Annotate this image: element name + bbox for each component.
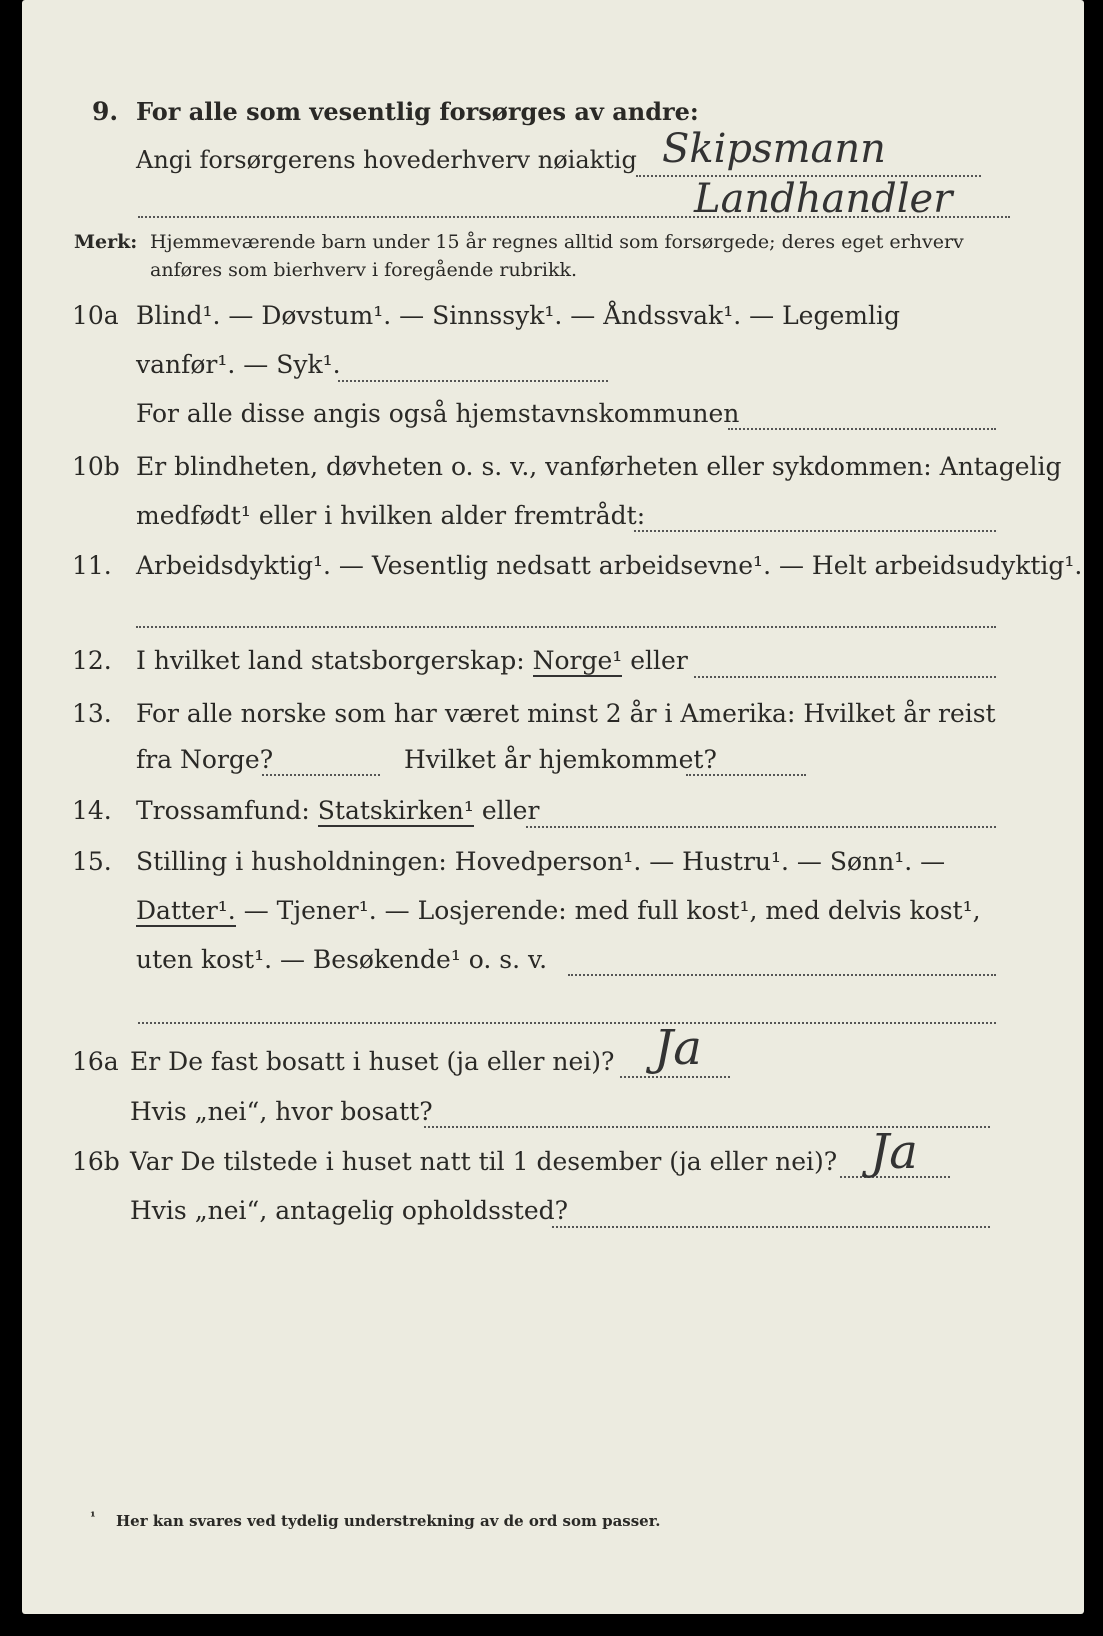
merk-label: Merk:	[74, 231, 138, 253]
q12-suffix: eller	[630, 646, 688, 675]
q10b-answer-line	[634, 530, 996, 532]
q14-line	[136, 796, 539, 825]
q13-hjemkommet-answer-line	[686, 774, 806, 776]
q11-number: 11.	[72, 551, 112, 580]
q10b-line1: Er blindheten, døvheten o. s. v., vanførheten eller sykdommen: Antagelig	[136, 452, 1062, 481]
q15-underlined-datter: Datter¹.	[136, 896, 236, 925]
q10a-syk-answer-line	[338, 380, 608, 382]
q15-line1: Stilling i husholdningen: Hovedperson¹. — Hustru¹. — Sønn¹. —	[136, 847, 946, 876]
q16a-answer-line	[620, 1076, 730, 1078]
footnote-mark: ¹	[90, 1510, 96, 1525]
q15-line3: uten kost¹. — Besøkende¹ o. s. v.	[136, 945, 548, 974]
q14-answer-line	[526, 826, 996, 828]
q16a-line2: Hvis „nei“, hvor bosatt?	[130, 1097, 433, 1126]
q12-answer-line	[694, 676, 996, 678]
q13-number: 13.	[72, 699, 112, 728]
q9-handwritten-answer2: Landhandler	[694, 176, 953, 222]
q15-line2	[136, 896, 981, 925]
q16b-handwritten-answer: Ja	[870, 1124, 918, 1180]
q13-line1: For alle norske som har været minst 2 år i Amerika: Hvilket år reist	[136, 699, 996, 728]
q10a-line3: For alle disse angis også hjemstavnskommunen	[136, 399, 740, 428]
q9-line2: Angi forsørgerens hovederhverv nøiaktig	[136, 146, 637, 174]
q16b-line2: Hvis „nei“, antagelig opholdssted?	[130, 1196, 569, 1225]
merk-line1: Hjemmeværende barn under 15 år regnes alltid som forsørgede; deres eget erhverv	[150, 231, 964, 253]
q14-prefix: Trossamfund:	[136, 796, 310, 825]
q14-suffix: eller	[481, 796, 540, 825]
q13-line2a: fra Norge?	[136, 745, 274, 774]
q14-underlined-statskirken: Statskirken¹	[317, 796, 474, 825]
q14-number: 14.	[72, 796, 112, 825]
census-form-page	[22, 0, 1084, 1614]
q10b-line2: medfødt¹ eller i hvilken alder fremtrådt:	[136, 501, 646, 530]
q15-answer-line2	[138, 1022, 996, 1024]
q9-handwritten-answer1: Skipsmann	[662, 126, 886, 172]
footnote-text: Her kan svares ved tydelig understrekning av de ord som passer.	[116, 1512, 661, 1530]
q11-line1: Arbeidsdyktig¹. — Vesentlig nedsatt arbeidsevne¹. — Helt arbeidsudyktig¹.	[136, 551, 1083, 580]
merk-line2: anføres som bierhverv i foregående rubrikk.	[150, 259, 578, 281]
q10a-line1: Blind¹. — Døvstum¹. — Sinnssyk¹. — Åndssvak¹. — Legemlig	[136, 301, 900, 330]
q10b-number: 10b	[72, 452, 120, 481]
q15-line2-rest: — Tjener¹. — Losjerende: med full kost¹, med delvis kost¹,	[243, 896, 981, 925]
q10a-number: 10a	[72, 301, 119, 330]
q16a-handwritten-answer: Ja	[654, 1020, 702, 1076]
q15-answer-line1	[568, 974, 996, 976]
q15-number: 15.	[72, 847, 112, 876]
q10a-kommune-answer-line	[728, 428, 996, 430]
q9-number: 9.	[92, 97, 119, 126]
q9-line1: For alle som vesentlig forsørges av andre:	[136, 97, 699, 126]
q16a-number: 16a	[72, 1047, 119, 1076]
q16b-number: 16b	[72, 1147, 120, 1176]
q16a-line1: Er De fast bosatt i huset (ja eller nei)?	[130, 1047, 615, 1076]
q13-reist-answer-line	[262, 774, 380, 776]
q12-prefix: I hvilket land statsborgerskap:	[136, 646, 525, 675]
q16b-line1: Var De tilstede i huset natt til 1 desember (ja eller nei)?	[130, 1147, 838, 1176]
q13-line2b: Hvilket år hjemkommet?	[404, 745, 717, 774]
q12-number: 12.	[72, 646, 112, 675]
q12-line	[136, 646, 688, 675]
q11-answer-line	[136, 626, 996, 628]
q12-underlined-norge: Norge¹	[532, 646, 623, 675]
q10a-line2: vanfør¹. — Syk¹.	[136, 350, 341, 379]
q16b-opholdssted-answer-line	[552, 1226, 990, 1228]
